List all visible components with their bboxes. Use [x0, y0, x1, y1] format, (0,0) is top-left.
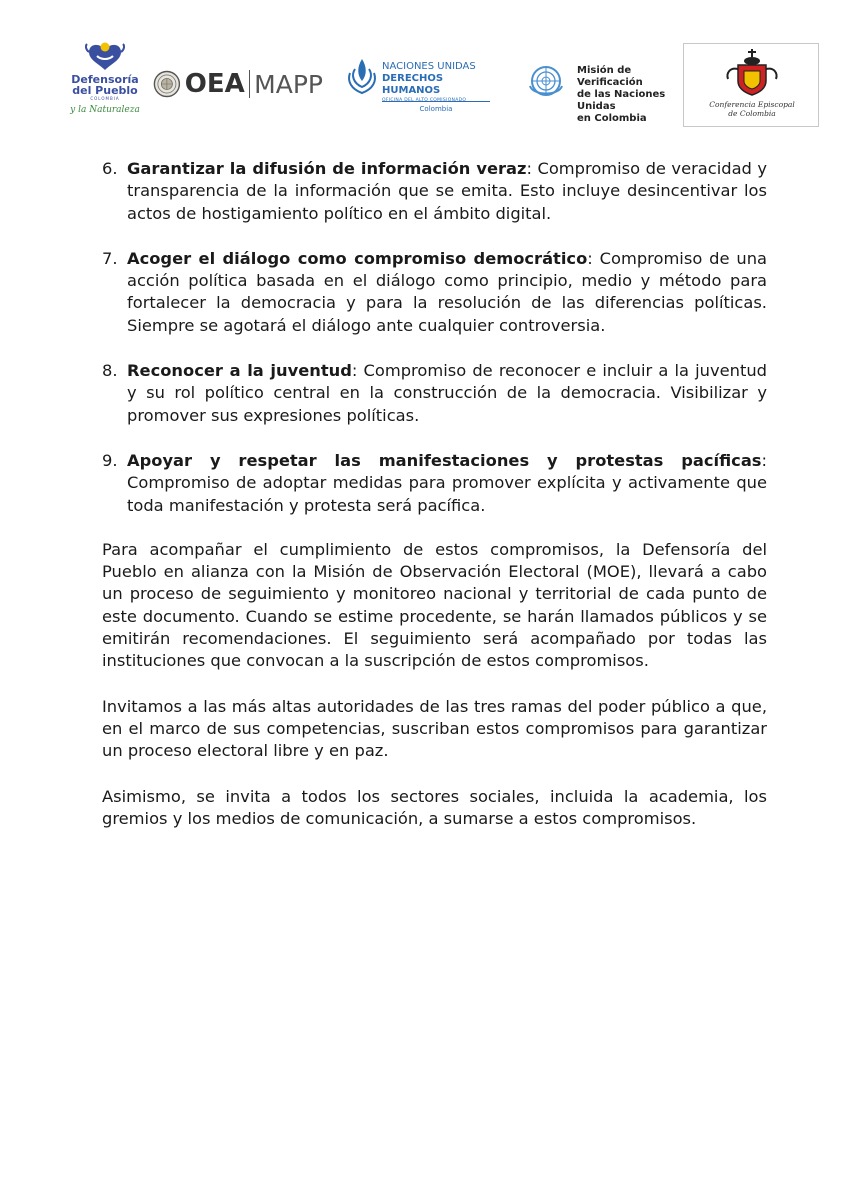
document-body — [102, 158, 767, 846]
cec-line1: Conferencia Episcopal — [709, 100, 795, 109]
commitment-number: 7. — [102, 248, 118, 268]
commitment-item — [102, 158, 767, 225]
commitment-item — [102, 360, 767, 427]
defensoria-slogan: y la Naturaleza — [70, 105, 140, 115]
defensoria-country: COLOMBIA — [90, 96, 120, 101]
commitment-title: Acoger el diálogo como compromiso democrático — [127, 248, 588, 268]
commitment-number: 8. — [102, 361, 118, 381]
defensoria-name-line1: Defensoría — [71, 73, 139, 86]
unver-line2: de las Naciones Unidas — [577, 89, 666, 112]
commitment-title: Reconocer a la juventud — [127, 361, 352, 381]
undh-line2: DERECHOS HUMANOS — [382, 73, 444, 96]
paragraph-invitation-sectors: Asimismo, se invita a todos los sectores sociales, incluida la academia, los gremios y los medios de comunicación, a sumarse a estos compromisos. — [102, 786, 767, 828]
commitment-text: : Compromiso de adoptar medidas para promover explícita y activamente que toda manifestación y protesta será pacífica. — [127, 450, 767, 515]
oea-divider — [249, 70, 250, 98]
commitment-item — [102, 248, 767, 337]
un-human-rights-logo — [345, 55, 495, 120]
conferencia-episcopal-logo — [683, 43, 819, 127]
undh-divider — [382, 101, 490, 102]
unver-line1: Misión de Verificación — [577, 65, 643, 88]
commitment-title: Garantizar la difusión de información veraz — [127, 159, 527, 178]
oea-seal-icon — [153, 64, 181, 104]
commitment-number: 9. — [102, 450, 118, 470]
un-verification-logo — [525, 62, 695, 124]
paragraph-follow-up: Para acompañar el cumplimiento de estos compromisos, la Defensoría del Pueblo en alianza con la Misión de Observación Electoral (MOE), llevará a cabo un proceso de seguimiento y monitoreo nacional y territorial de cada punto de este documento. Cuando se estime procedente, se harán llamados públicos y se emitirán recomendaciones. El seguimiento será acompañado por todas las instituciones que convocan a la suscripción de estos compromisos. — [102, 539, 767, 671]
mapp-name: MAPP — [254, 69, 323, 99]
commitment-item — [102, 450, 767, 517]
un-emblem-icon — [525, 62, 567, 100]
commitment-number: 6. — [102, 159, 118, 178]
defensoria-name-line2: del Pueblo — [72, 84, 138, 97]
defensoria-logo — [60, 40, 150, 125]
cec-line2: de Colombia — [728, 109, 776, 118]
undh-line1: NACIONES UNIDAS — [382, 61, 476, 72]
oea-name: OEA — [184, 69, 245, 99]
commitment-text: : Compromiso de veracidad y transparencia de la información que se emita. Esto incluye desincentivar los actos de hostigamiento político en el ámbito digital. — [127, 159, 767, 223]
undh-country: Colombia — [419, 105, 453, 113]
paragraph-invitation-authorities: Invitamos a las más altas autoridades de las tres ramas del poder público a que, en el marco de sus competencias, suscriban estos compromisos para garantizar un proceso electoral libre y en paz. — [102, 696, 767, 761]
commitment-title: Apoyar y respetar las manifestaciones y protestas pacíficas — [127, 450, 762, 470]
header-logos — [0, 0, 867, 140]
coat-of-arms-icon — [722, 47, 782, 99]
commitment-text: : Compromiso de reconocer e incluir a la juventud y su rol político central en la construcción de la democracia. Visibilizar y promover sus expresiones políticas. — [127, 361, 768, 425]
defensoria-emblem-icon — [85, 40, 125, 74]
unver-line3: en Colombia — [577, 113, 647, 124]
commitment-text: : Compromiso de una acción política basada en el diálogo como principio, medio y método para fortalecer la democracia y para la resolución de las diferencias políticas. Siempre se agotará el diálogo ante cualquier controversia. — [127, 248, 767, 335]
un-human-rights-emblem-icon — [345, 55, 379, 97]
oea-mapp-logo — [153, 63, 323, 105]
